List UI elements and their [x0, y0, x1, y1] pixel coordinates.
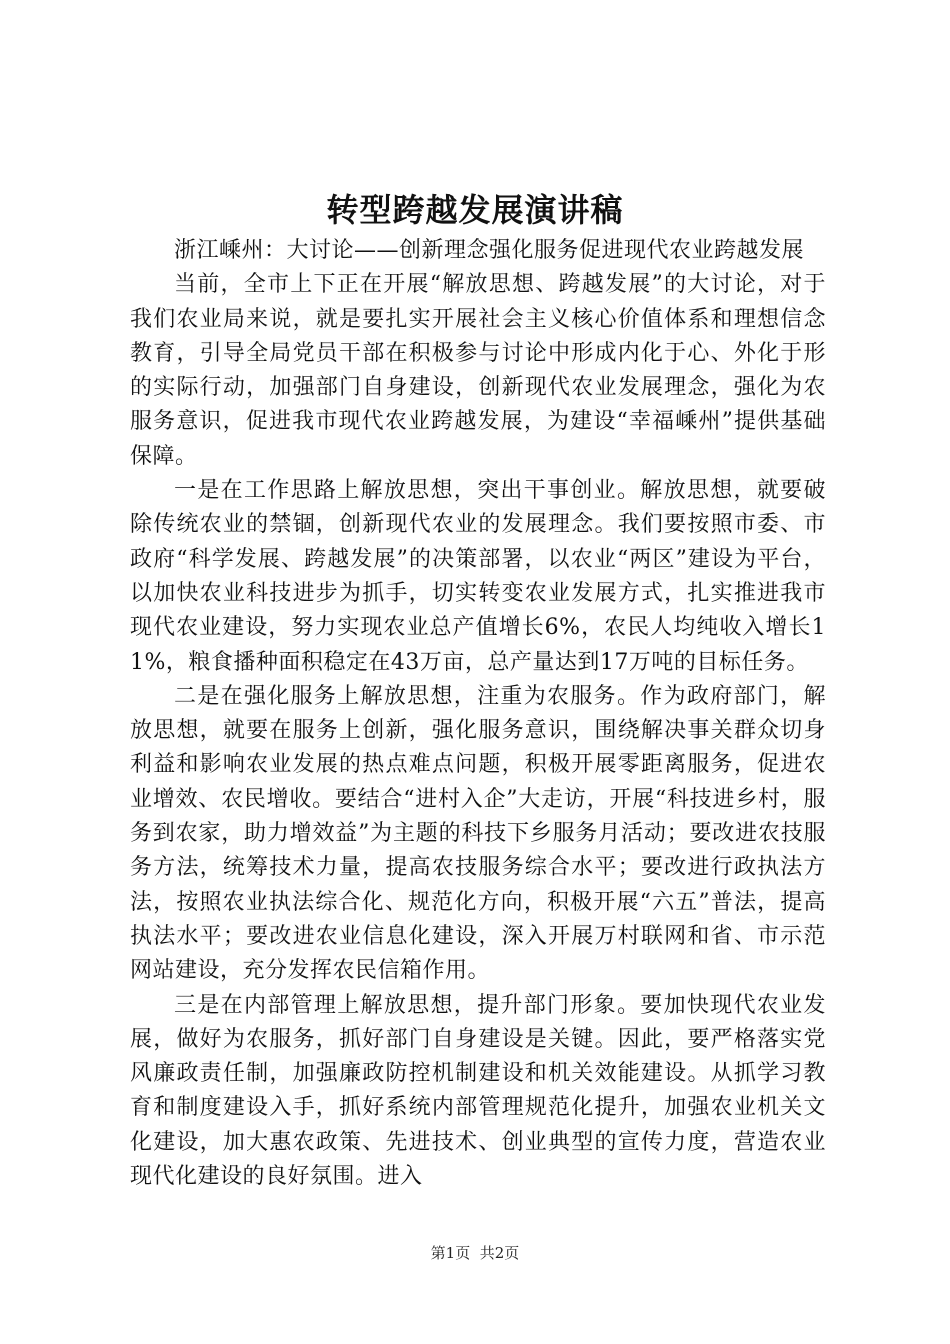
- page-total: 共2页: [479, 1244, 520, 1262]
- paragraph-intro: 当前，全市上下正在开展“解放思想、跨越发展”的大讨论，对于我们农业局来说，就是要扎实开展社会主义核心价值体系和理想信念教育，引导全局党员干部在积极参与讨论中形成内化于心、外化于形的实际行动，加强部门自身建设，创新现代农业发展理念，强化为农服务意识，促进我市现代农业跨越发展，为建设“幸福嵊州”提供基础保障。: [130, 272, 826, 469]
- page-footer: [0, 1242, 950, 1264]
- document-title: 转型跨越发展演讲稿: [326, 191, 624, 229]
- page-number: 第1页: [430, 1244, 471, 1262]
- paragraph-point-one: 一是在工作思路上解放思想，突出干事创业。解放思想，就要破除传统农业的禁锢，创新现代农业的发展理念。我们要按照市委、市政府“科学发展、跨越发展”的决策部署，以农业“两区”建设为平台，以加快农业科技进步为抓手，切实转变农业发展方式，扎实推进我市现代农业建设，努力实现农业总产值增长6%，农民人均纯收入增长11%，粮食播种面积稳定在43万亩，总产量达到17万吨的目标任务。: [130, 478, 826, 675]
- paragraph-point-three: 三是在内部管理上解放思想，提升部门形象。要加快现代农业发展，做好为农服务，抓好部门自身建设是关键。因此，要严格落实党风廉政责任制，加强廉政防控机制建设和机关效能建设。从抓学习教育和制度建设入手，抓好系统内部管理规范化提升，加强农业机关文化建设，加大惠农政策、先进技术、创业典型的宣传力度，营造农业现代化建设的良好氛围。进入: [130, 992, 826, 1190]
- paragraph-point-two: 二是在强化服务上解放思想，注重为农服务。作为政府部门，解放思想，就要在服务上创新，强化服务意识，围绕解决事关群众切身利益和影响农业发展的热点难点问题，积极开展零距离服务，促进农业增效、农民增收。要结合“进村入企”大走访，开展“科技进乡村，服务到农家，助力增效益”为主题的科技下乡服务月活动；要改进农技服务方法，统筹技术力量，提高农技服务综合水平；要改进行政执法方法，按照农业执法综合化、规范化方向，积极开展“六五”普法，提高执法水平；要改进农业信息化建设，深入开展万村联网和省、市示范网站建设，充分发挥农民信箱作用。: [130, 683, 826, 984]
- document-body: [130, 234, 826, 1194]
- paragraph-subtitle: 浙江嵊州：大讨论——创新理念强化服务促进现代农业跨越发展: [174, 238, 805, 263]
